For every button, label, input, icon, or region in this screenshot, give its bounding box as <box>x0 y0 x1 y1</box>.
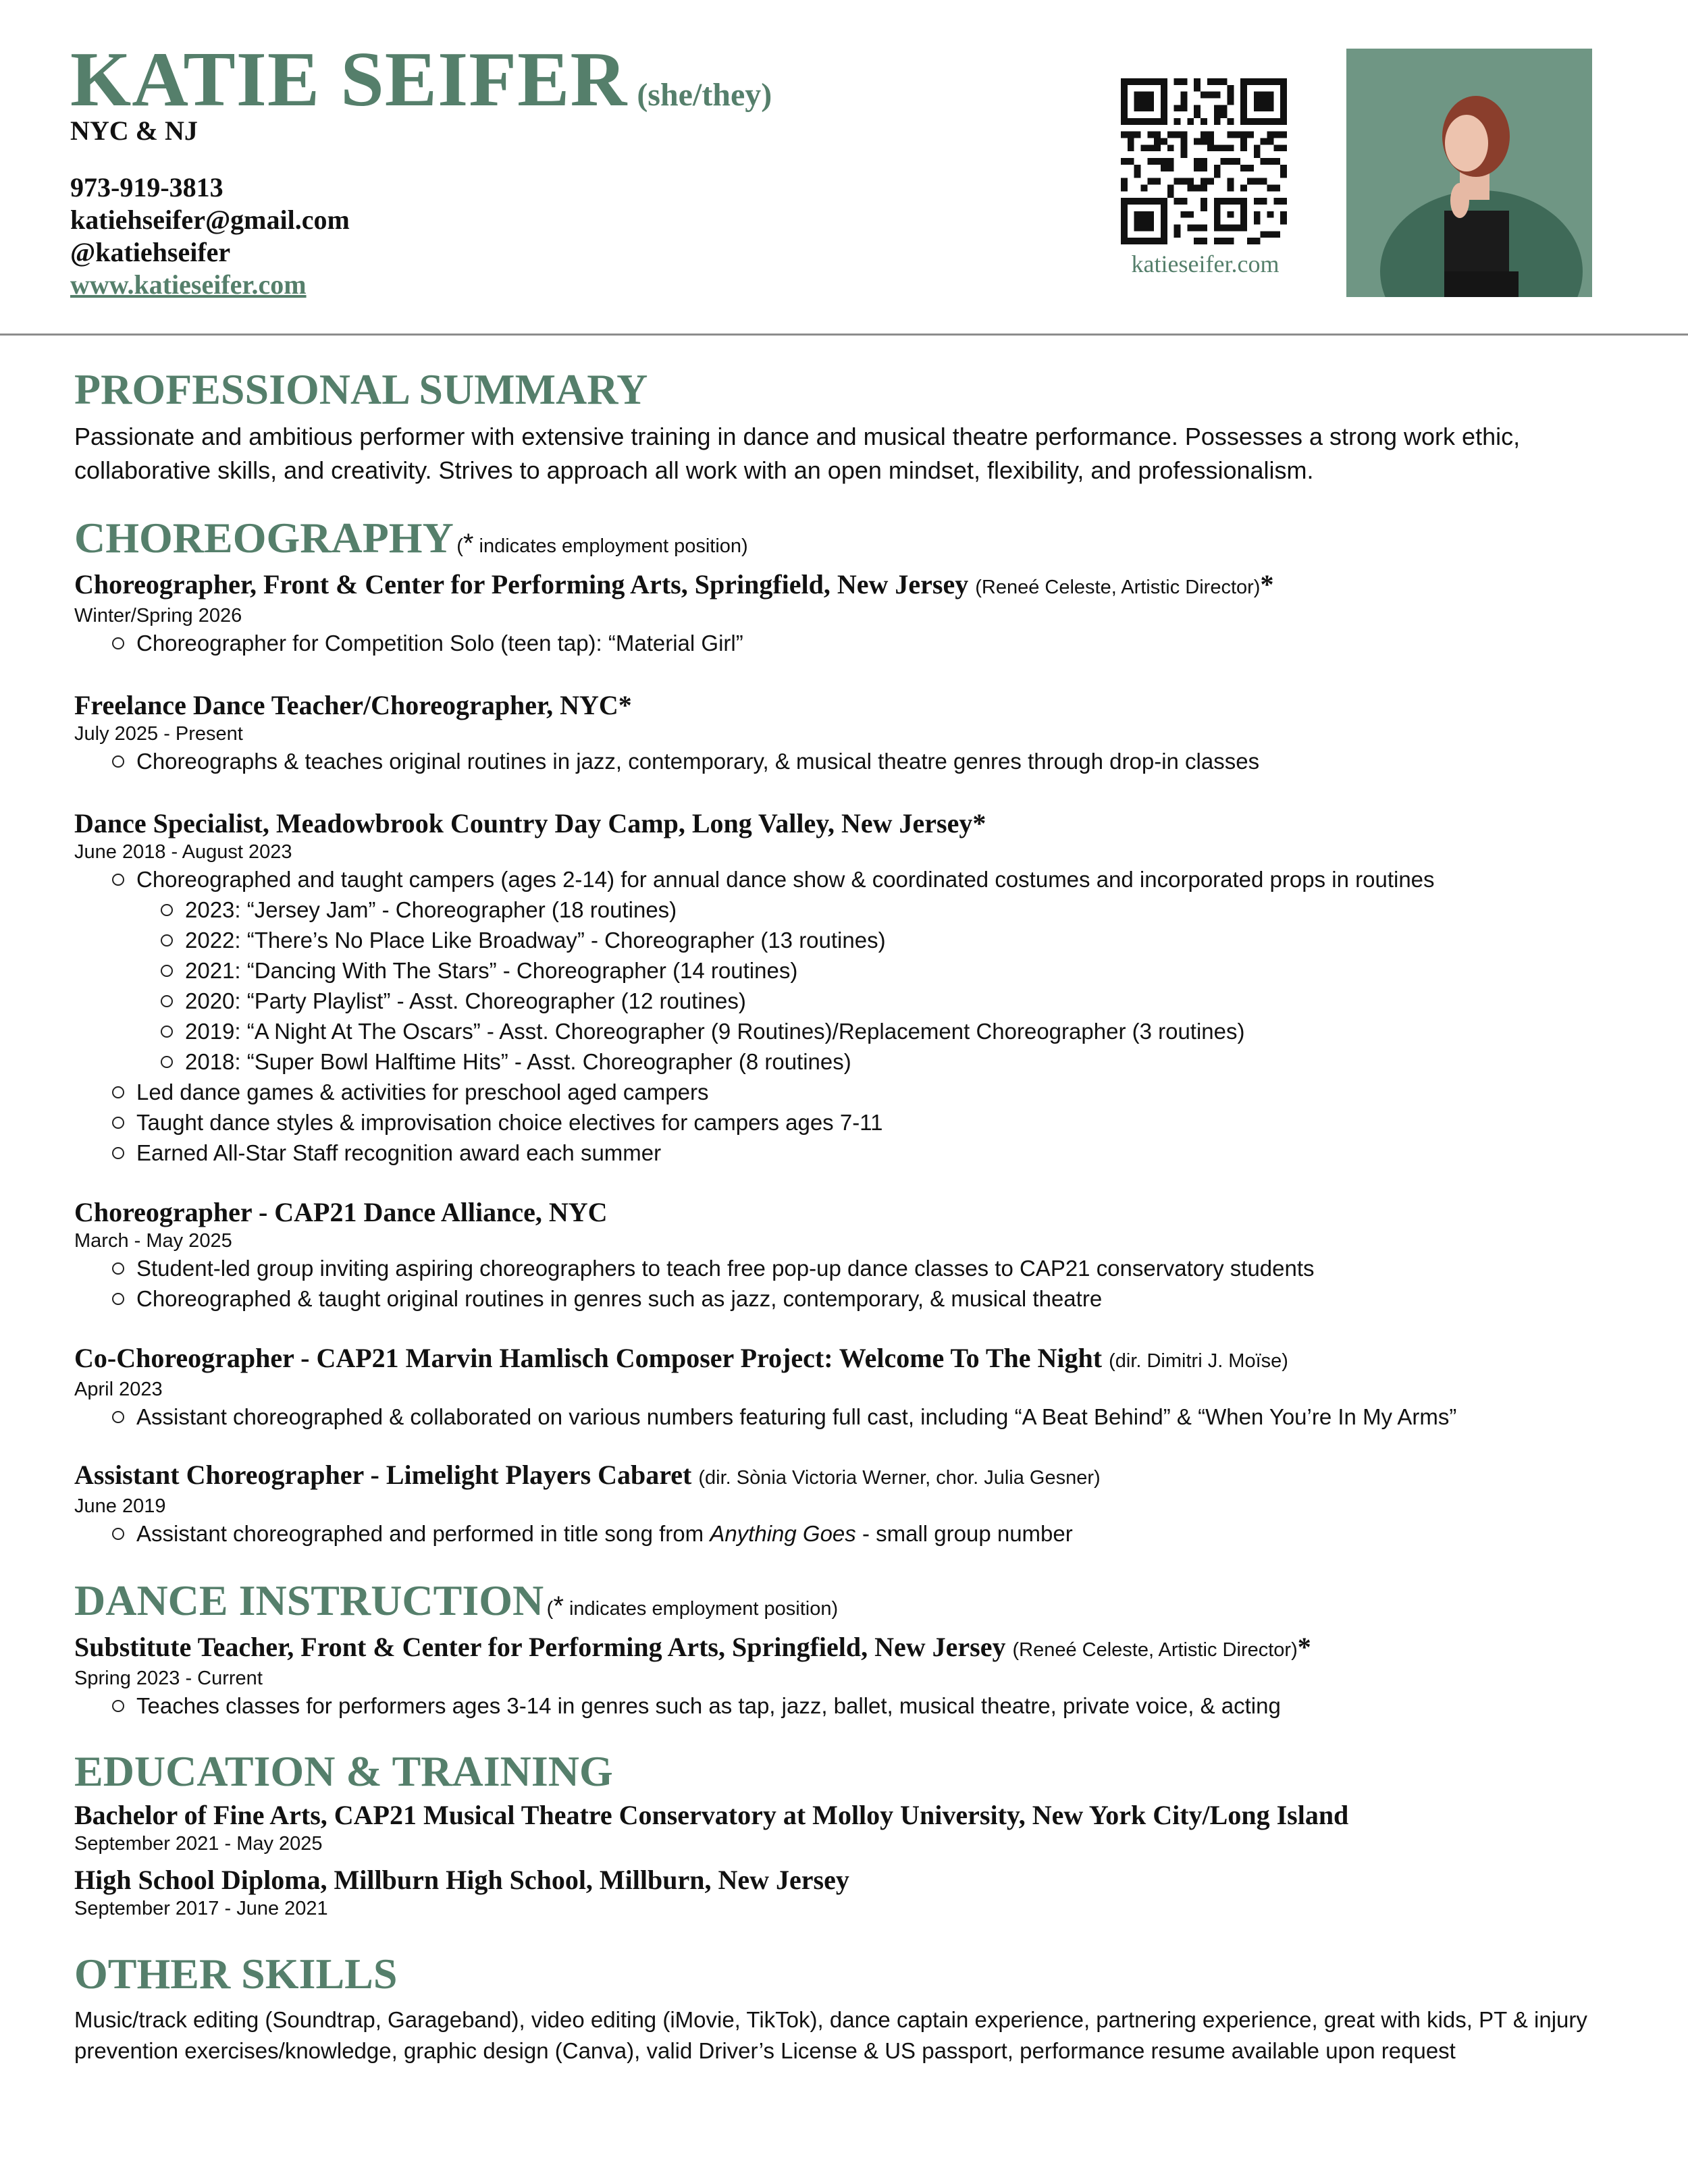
job-title: Choreographer - CAP21 Dance Alliance, NYC <box>74 1197 608 1227</box>
location: NYC & NJ <box>70 115 198 146</box>
list-item: Assistant choreographed and performed in title song from Anything Goes - small group number <box>74 1518 1627 1549</box>
degree-title: Bachelor of Fine Arts, CAP21 Musical Theatre Conservatory at Molloy University, New York City/Long Island <box>74 1800 1349 1830</box>
sub-list-item: 2022: “There’s No Place Like Broadway” - Choreographer (13 routines) <box>74 925 1627 955</box>
job-entry <box>74 1342 1627 1432</box>
headshot-photo <box>1346 49 1592 297</box>
qr-code-icon <box>1121 78 1287 244</box>
employment-note: (* indicates employment position) <box>456 529 748 558</box>
job-note: (Reneé Celeste, Artistic Director) <box>1012 1639 1298 1661</box>
list-item: Teaches classes for performers ages 3-14 in genres such as tap, jazz, ballet, musical theatre, private voice, & acting <box>74 1690 1627 1721</box>
sub-list-item: 2020: “Party Playlist” - Asst. Choreographer (12 routines) <box>74 986 1627 1016</box>
job-note: (dir. Dimitri J. Moïse) <box>1109 1350 1288 1372</box>
job-note: (Reneé Celeste, Artistic Director) <box>975 577 1261 598</box>
list-item: Choreographed and taught campers (ages 2-14) for annual dance show & coordinated costumes and incorporated props in routines <box>74 864 1627 895</box>
sub-list-item: 2023: “Jersey Jam” - Choreographer (18 routines) <box>74 895 1627 925</box>
education-title: EDUCATION & TRAINING <box>74 1747 613 1795</box>
full-name: KATIE SEIFER <box>70 36 628 123</box>
job-date: March - May 2025 <box>74 1230 232 1252</box>
job-date: Spring 2023 - Current <box>74 1668 263 1689</box>
list-item: Earned All-Star Staff recognition award each summer <box>74 1138 1627 1168</box>
degree-date: September 2021 - May 2025 <box>74 1833 323 1855</box>
degree-date: September 2017 - June 2021 <box>74 1898 328 1919</box>
sub-list-item: 2018: “Super Bowl Halftime Hits” - Asst. Choreographer (8 routines) <box>74 1046 1627 1077</box>
job-entry <box>74 807 1627 1168</box>
job-entry <box>74 1196 1627 1314</box>
email: katiehseifer@gmail.com <box>70 205 350 235</box>
education-entry <box>74 1864 1627 1921</box>
job-title: Substitute Teacher, Front & Center for Performing Arts, Springfield, New Jersey <box>74 1632 1006 1662</box>
instruction-title: DANCE INSTRUCTION <box>74 1576 544 1624</box>
list-item: Choreographer for Competition Solo (teen tap): “Material Girl” <box>74 628 1627 658</box>
phone: 973-919-3813 <box>70 172 223 203</box>
education-entry <box>74 1799 1627 1856</box>
show-title: Anything Goes <box>710 1521 856 1546</box>
list-item: Assistant choreographed & collaborated on various numbers featuring full cast, including “A Beat Behind” & “When You’re In My Arms” <box>74 1402 1627 1432</box>
choreography-section <box>74 513 1627 1549</box>
contact-block <box>70 171 350 301</box>
employment-note: (* indicates employment position) <box>546 1591 839 1621</box>
sub-list-item: 2021: “Dancing With The Stars” - Choreographer (14 routines) <box>74 955 1627 986</box>
list-item: Student-led group inviting aspiring choreographers to teach free pop-up dance classes to CAP21 conservatory students <box>74 1253 1627 1283</box>
job-entry <box>74 689 1627 776</box>
job-date: July 2025 - Present <box>74 723 243 745</box>
job-date: June 2019 <box>74 1495 166 1517</box>
instruction-section <box>74 1576 1627 1721</box>
summary-section <box>74 365 1627 487</box>
list-item: Choreographed & taught original routines in genres such as jazz, contemporary, & musical theatre <box>74 1283 1627 1314</box>
job-date: April 2023 <box>74 1379 163 1400</box>
job-entry: Choreographer, Front & Center for Performing Arts, Springfield, New Jersey (Reneé Celeste, Artistic Director)* Winter/Spring 2026 Choreographer for Competition Solo (teen tap): “Material Girl” <box>74 568 1627 658</box>
job-note: (dir. Sònia Victoria Werner, chor. Julia Gesner) <box>698 1467 1101 1489</box>
list-item: Choreographs & teaches original routines in jazz, contemporary, & musical theatre genres through drop-in classes <box>74 746 1627 776</box>
skills-text: Music/track editing (Soundtrap, Garageband), video editing (iMovie, TikTok), dance captain experience, partnering experience, great with kids, PT & injury prevention exercises/knowledge, graphic design (Canva), valid Driver’s License & US passport, performance resume available upon request <box>74 2007 1587 2063</box>
job-date: Winter/Spring 2026 <box>74 605 242 627</box>
job-entry: Substitute Teacher, Front & Center for Performing Arts, Springfield, New Jersey (Reneé Celeste, Artistic Director)* Spring 2023 - Current Teaches classes for performers ages 3-14 in genres such as tap, jazz, ballet, musical theatre, private voice, & acting <box>74 1631 1627 1721</box>
skills-section <box>74 1949 1627 2067</box>
job-title: Freelance Dance Teacher/Choreographer, NYC* <box>74 690 632 720</box>
summary-title: PROFESSIONAL SUMMARY <box>74 365 648 413</box>
job-title: Assistant Choreographer - Limelight Players Cabaret <box>74 1460 692 1490</box>
list-item: Taught dance styles & improvisation choice electives for campers ages 7-11 <box>74 1107 1627 1138</box>
job-title: Co-Choreographer - CAP21 Marvin Hamlisch Composer Project: Welcome To The Night <box>74 1343 1103 1373</box>
job-title: Choreographer, Front & Center for Performing Arts, Springfield, New Jersey <box>74 569 969 600</box>
name-block <box>70 36 772 123</box>
job-title: Dance Specialist, Meadowbrook Country Day Camp, Long Valley, New Jersey* <box>74 808 986 838</box>
degree-title: High School Diploma, Millburn High School, Millburn, New Jersey <box>74 1865 849 1895</box>
education-section <box>74 1747 1627 1921</box>
qr-caption: katieseifer.com <box>1131 250 1280 277</box>
website-link[interactable]: www.katieseifer.com <box>70 269 307 300</box>
resume-header <box>0 0 1688 335</box>
choreography-title: CHOREOGRAPHY <box>74 514 454 562</box>
pronouns: (she/they) <box>637 77 772 113</box>
job-date: June 2018 - August 2023 <box>74 841 292 863</box>
social-handle: @katiehseifer <box>70 237 231 267</box>
job-entry <box>74 1459 1627 1549</box>
resume-body <box>74 365 1627 2067</box>
list-item: Led dance games & activities for preschool aged campers <box>74 1077 1627 1107</box>
header-divider <box>0 334 1688 336</box>
summary-text: Passionate and ambitious performer with extensive training in dance and musical theatre performance. Possesses a strong work ethic, collaborative skills, and creativity. Strives to approach all work with an open mindset, flexibility, and professionalism. <box>74 423 1521 484</box>
sub-list-item: 2019: “A Night At The Oscars” - Asst. Choreographer (9 Routines)/Replacement Choreographer (3 routines) <box>74 1016 1627 1046</box>
skills-title: OTHER SKILLS <box>74 1950 398 1998</box>
